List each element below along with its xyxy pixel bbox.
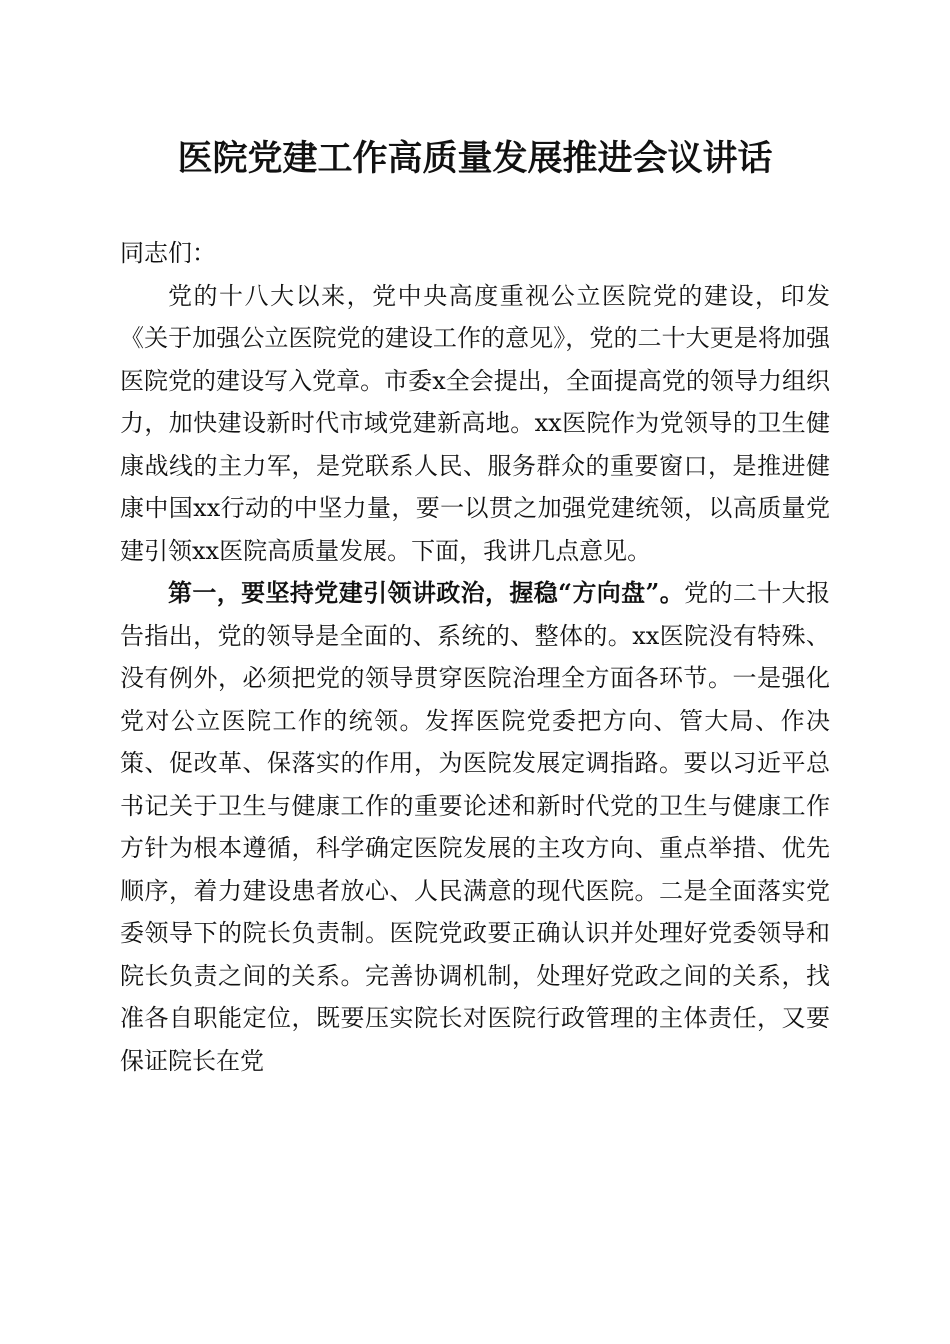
- paragraph-first-point-heading: 第一，要坚持党建引领讲政治，握稳“方向盘”。: [168, 578, 685, 607]
- paragraph-first-point-body: 党的二十大报告指出，党的领导是全面的、系统的、整体的。xx医院没有特殊、没有例外，必须把党的领导贯穿医院治理全方面各环节。一是强化党对公立医院工作的统领。发挥医院党委把方向、管大局、作决策、促改革、保落实的作用，为医院发展定调指路。要以习近平总书记关于卫生与健康工作的重要论述和新时代党的卫生与健康工作方针为根本遵循，科学确定医院发展的主攻方向、重点举措、优先顺序，着力建设患者放心、人民满意的现代医院。二是全面落实党委领导下的院长负责制。医院党政要正确认识并处理好党委领导和院长负责之间的关系。完善协调机制，处理好党政之间的关系，找准各自职能定位，既要压实院长对医院行政管理的主体责任，又要保证院长在党: [120, 579, 831, 1075]
- salutation: 同志们：: [120, 239, 216, 267]
- document-title: 医院党建工作高质量发展推进会议讲话: [177, 138, 773, 179]
- document-body: [120, 232, 830, 1082]
- paragraph-intro: 党的十八大以来，党中央高度重视公立医院党的建设，印发《关于加强公立医院党的建设工作的意见》，党的二十大更是将加强医院党的建设写入党章。市委x全会提出，全面提高党的领导力组织力，加快建设新时代市域党建新高地。xx医院作为党领导的卫生健康战线的主力军，是党联系人民、服务群众的重要窗口，是推进健康中国xx行动的中坚力量，要一以贯之加强党建统领，以高质量党建引领xx医院高质量发展。下面，我讲几点意见。: [120, 281, 830, 565]
- paragraph-first-point: [120, 572, 830, 1082]
